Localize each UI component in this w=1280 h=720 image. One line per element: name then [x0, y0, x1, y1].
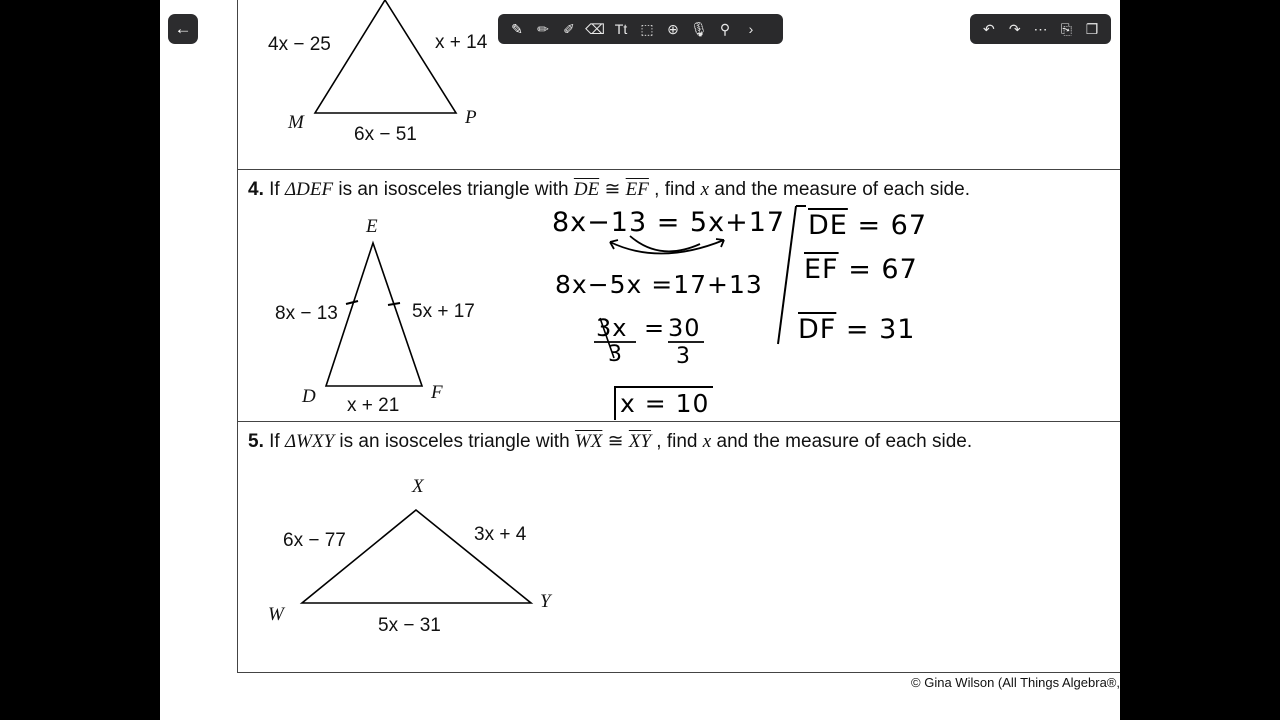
work-line-2: 8x−5x =17+13 — [555, 270, 763, 299]
work-arrows — [600, 232, 740, 262]
segment-wx: $\overline{WX}$ — [574, 431, 603, 452]
variable-x: x — [700, 179, 710, 200]
copyright-notice: © Gina Wilson (All Things Algebra®, — [911, 675, 1120, 690]
prompt-mid: is an isosceles triangle with — [333, 179, 574, 200]
divider-bottom — [237, 672, 1120, 673]
undo-icon[interactable]: ↶ — [983, 20, 995, 37]
result-df-label: $\overline{DF}$ — [798, 314, 837, 345]
vertex-w: W — [268, 604, 284, 625]
segment-de: $\overline{DE}$ — [573, 179, 600, 200]
result-ef — [804, 254, 918, 285]
work-30: 30 — [668, 314, 701, 342]
side-label-wx: 6x − 77 — [283, 530, 346, 551]
prompt-tail: and the measure of each side. — [709, 179, 970, 200]
problem-5-number: 5. — [248, 431, 264, 452]
drawing-toolbar — [498, 14, 783, 44]
pen-tool-icon[interactable]: ✎ — [511, 20, 523, 37]
segment-ef: $\overline{EF}$ — [625, 179, 649, 200]
side-label-df: x + 21 — [347, 395, 400, 416]
result-df — [798, 314, 915, 345]
work-equals: = — [644, 314, 666, 342]
congruent-symbol: ≅ — [599, 179, 626, 200]
vertex-d: D — [302, 386, 316, 407]
vertex-e: E — [366, 216, 378, 237]
work-3x: 3x — [596, 314, 628, 342]
work-answer-box: x = 10 — [614, 386, 713, 420]
arrow-left-icon: ← — [174, 19, 192, 38]
document-toolbar — [970, 14, 1111, 44]
result-ef-value: = 67 — [848, 254, 918, 285]
microphone-icon[interactable]: 🎙 — [690, 20, 708, 37]
prompt-find: , find — [648, 179, 701, 200]
side-label-mp: 6x − 51 — [354, 124, 417, 145]
side-label-de: 8x − 13 — [275, 303, 338, 324]
eraser-tool-icon[interactable]: ⌫ — [585, 20, 605, 37]
side-label-wy: 5x − 31 — [378, 615, 441, 636]
problem-4-number: 4. — [248, 179, 264, 200]
pencil-tool-icon[interactable]: ✏ — [537, 20, 549, 37]
prompt-tail: and the measure of each side. — [711, 431, 973, 452]
chevron-right-icon[interactable]: › — [748, 21, 754, 37]
pages-icon[interactable]: ❐ — [1085, 20, 1099, 37]
triangle-name: ΔDEF — [284, 179, 334, 200]
pointer-tool-icon[interactable]: ⚲ — [719, 20, 731, 37]
result-de-label: $\overline{DE}$ — [808, 210, 848, 241]
side-label-ef: 5x + 17 — [412, 301, 475, 322]
side-label-xy: 3x + 4 — [474, 524, 527, 545]
highlighter-tool-icon[interactable]: ✐ — [563, 20, 575, 37]
prompt-if: If — [269, 179, 285, 200]
lasso-select-icon[interactable]: ⬚ — [640, 20, 654, 37]
segment-xy: $\overline{XY}$ — [628, 431, 652, 452]
vertex-f: F — [431, 382, 443, 403]
congruent-symbol: ≅ — [602, 431, 629, 452]
result-ef-label: $\overline{EF}$ — [804, 254, 839, 285]
worksheet-page — [160, 0, 1120, 720]
divider-4-5 — [237, 421, 1120, 422]
problem-5-prompt — [248, 430, 972, 453]
work-den-left: 3 — [608, 342, 623, 367]
side-label-np: x + 14 — [435, 32, 488, 53]
vertex-m: M — [288, 112, 304, 133]
triangle-name: ΔWXY — [284, 431, 335, 452]
vertex-y: Y — [540, 591, 551, 612]
result-df-value: = 31 — [845, 314, 916, 345]
triangle-wxy — [160, 490, 1120, 630]
vertex-x: X — [412, 476, 424, 497]
prompt-mid: is an isosceles triangle with — [334, 431, 575, 452]
text-tool-icon[interactable]: Tt — [614, 21, 628, 37]
result-de-value: = 67 — [857, 210, 928, 241]
share-icon[interactable]: ⎘ — [1060, 20, 1072, 37]
add-element-icon[interactable]: ⊕ — [667, 20, 679, 37]
work-den-right: 3 — [676, 344, 691, 369]
vertex-p: P — [465, 107, 477, 128]
more-icon[interactable]: ⋯ — [1033, 20, 1048, 37]
prompt-find: , find — [651, 431, 703, 452]
prompt-if: If — [269, 431, 285, 452]
back-button[interactable] — [168, 14, 198, 44]
work-line-1: 8x−13 = 5x+17 — [552, 207, 786, 238]
side-label-mn: 4x − 25 — [268, 34, 331, 55]
result-de — [808, 210, 927, 241]
redo-icon[interactable]: ↷ — [1008, 20, 1021, 37]
variable-x: x — [702, 431, 712, 452]
